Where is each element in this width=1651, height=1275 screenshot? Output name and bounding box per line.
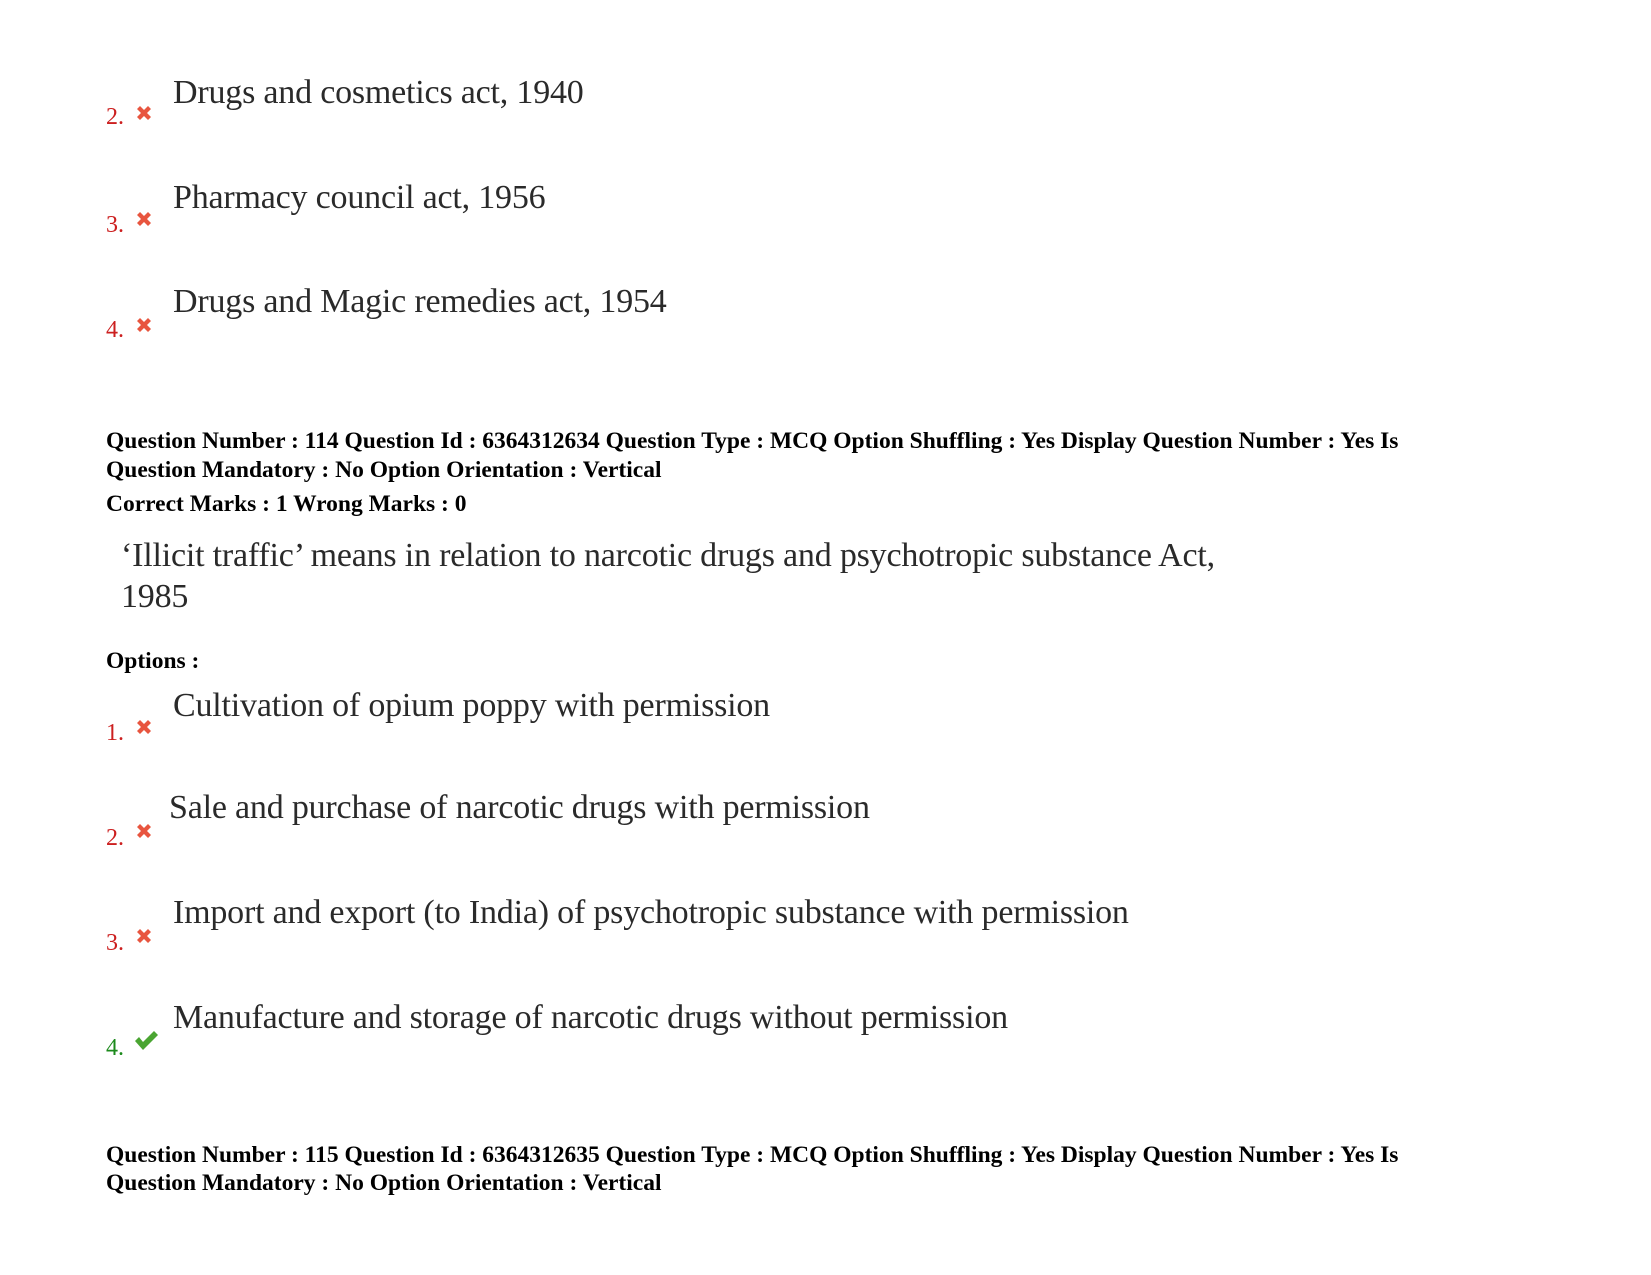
option-number: 2. [106,825,124,851]
question-114-meta-line-2: Question Mandatory : No Option Orientation : Vertical [106,457,662,483]
wrong-cross-icon [133,716,155,738]
correct-check-icon [133,1028,159,1052]
option-number: 1. [106,720,124,746]
option-number: 3. [106,930,124,956]
q114-option-3 [0,895,1651,955]
options-label: Options : [106,648,200,674]
question-114-text [121,535,1271,617]
question-115-meta-line-1: Question Number : 115 Question Id : 6364312635 Question Type : MCQ Option Shuffling : Yes Display Question Number : Yes Is [106,1142,1399,1168]
question-115-meta-line-2: Question Mandatory : No Option Orientation : Vertical [106,1170,662,1196]
option-text: Pharmacy council act, 1956 [173,179,546,216]
question-114-meta-line-1: Question Number : 114 Question Id : 6364312634 Question Type : MCQ Option Shuffling : Yes Display Question Number : Yes Is [106,428,1399,454]
wrong-cross-icon [133,102,155,124]
option-text: Sale and purchase of narcotic drugs with permission [169,789,870,826]
option-text: Drugs and Magic remedies act, 1954 [173,283,667,320]
prev-option-3 [0,180,1651,240]
option-number: 2. [106,104,124,130]
wrong-cross-icon [133,820,155,842]
option-text: Manufacture and storage of narcotic drugs without permission [173,999,1008,1036]
prev-option-2 [0,75,1651,135]
question-text-line-1: ‘Illicit traffic’ means in relation to narcotic drugs and psychotropic substance Act, [121,537,1215,574]
prev-option-4 [0,284,1651,344]
wrong-cross-icon [133,925,155,947]
question-114-marks: Correct Marks : 1 Wrong Marks : 0 [106,491,467,517]
wrong-cross-icon [133,314,155,336]
wrong-cross-icon [133,208,155,230]
q114-option-1 [0,688,1651,748]
option-text: Drugs and cosmetics act, 1940 [173,74,584,111]
q114-option-2 [0,790,1651,850]
question-text-line-2: 1985 [121,578,189,615]
option-text: Cultivation of opium poppy with permission [173,687,770,724]
option-text: Import and export (to India) of psychotropic substance with permission [173,894,1129,931]
option-number: 4. [106,317,124,343]
option-number: 3. [106,212,124,238]
q114-option-4 [0,1000,1651,1060]
option-number: 4. [106,1035,124,1061]
